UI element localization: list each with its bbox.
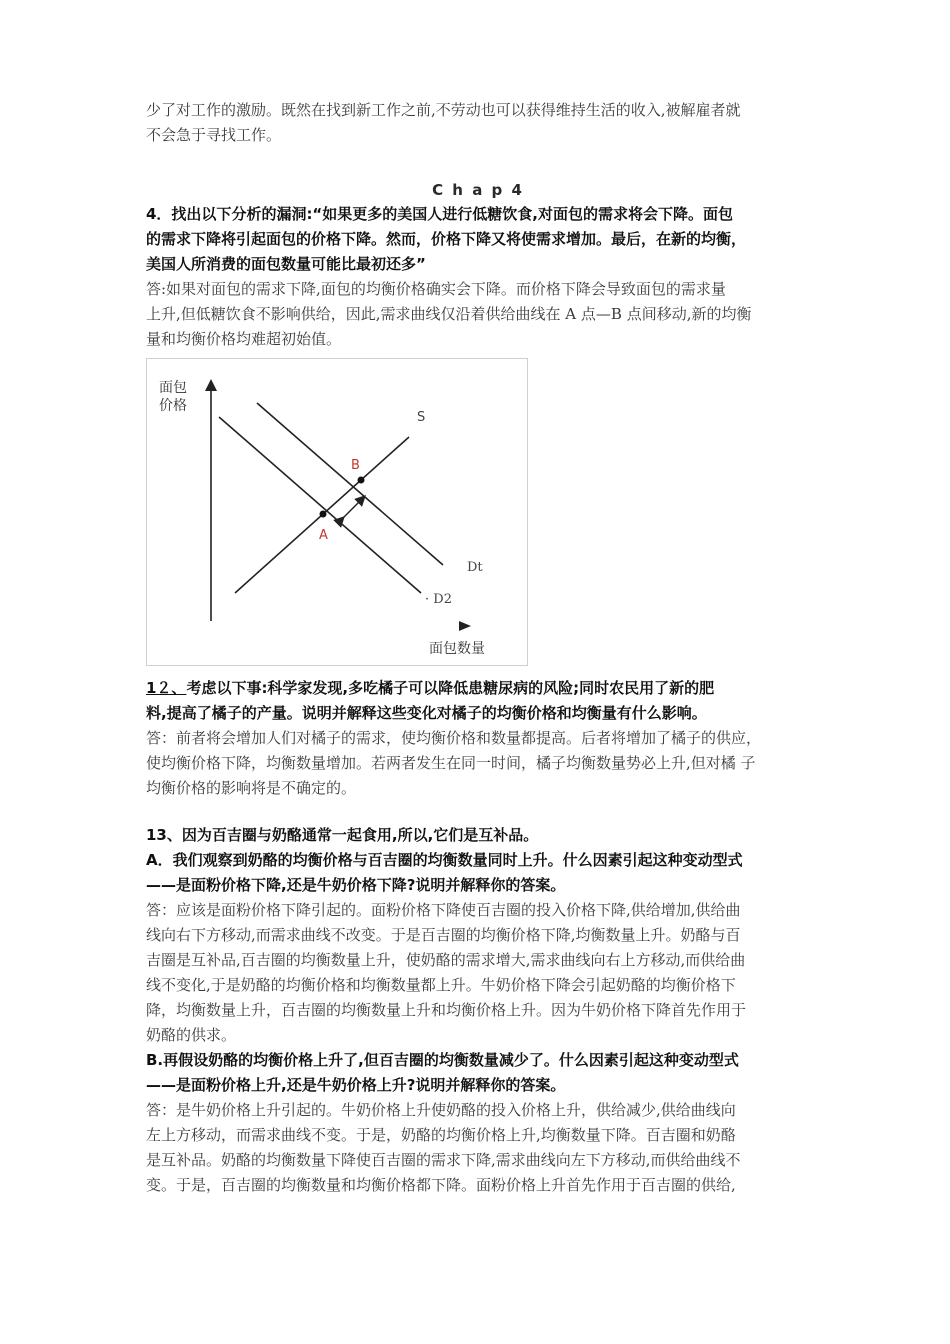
q13b-answer-line-3: 是互补品。奶酪的均衡数量下降使百吉圈的需求下降,需求曲线向左下方移动,而供给曲线不 bbox=[146, 1151, 741, 1169]
y-axis-arrow bbox=[205, 379, 217, 391]
supply-demand-figure bbox=[146, 358, 528, 666]
q13a-answer-line-5: 降，均衡数量上升，百吉圈的均衡数量上升和均衡价格上升。因为牛奶价格下降首先作用于 bbox=[146, 1001, 747, 1019]
q13a-answer-line-3: 吉圈是互补品,百吉圈的均衡数量上升，使奶酪的需求增大,需求曲线向右上方移动,而供给曲 bbox=[146, 951, 746, 969]
q13a-question-line-2: ——是面粉价格下降,还是牛奶价格下降?说明并解释你的答案。 bbox=[146, 876, 566, 894]
demand-curve-d1 bbox=[257, 403, 443, 565]
intro-line-2: 不会急于寻找工作。 bbox=[146, 126, 282, 144]
y-axis-label-2: 价格 bbox=[159, 398, 187, 414]
q12-question-line-1 bbox=[146, 676, 810, 701]
q13b-answer-line-1: 答：是牛奶价格上升引起的。牛奶价格上升使奶酪的投入价格上升，供给减少,供给曲线向 bbox=[146, 1101, 736, 1119]
q12-number: 1２、 bbox=[146, 679, 187, 697]
q13b-question-line-1: B.再假设奶酪的均衡价格上升了,但百吉圈的均衡数量减少了。什么因素引起这种变动型式 bbox=[146, 1051, 739, 1069]
supply-demand-diagram bbox=[147, 359, 529, 667]
document-page bbox=[146, 98, 810, 1198]
intro-line-1: 少了对工作的激励。既然在找到新工作之前,不劳动也可以获得维持生活的收入,被解雇者就 bbox=[146, 101, 741, 119]
q12-answer-line-3: 均衡价格的影响将是不确定的。 bbox=[146, 779, 357, 797]
q13b-answer-line-4: 变。于是，百吉圈的均衡数量和均衡价格都下降。面粉价格上升首先作用于百吉圈的供给, bbox=[146, 1176, 736, 1194]
movement-arrow bbox=[341, 499, 362, 520]
demand-label-d2: · D2 bbox=[425, 592, 452, 607]
q13a-answer-line-1: 答：应该是面粉价格下降引起的。面粉价格下降使百吉圈的投入价格下降,供给增加,供给曲 bbox=[146, 901, 741, 919]
q4-question-line-2: 的需求下降将引起面包的价格下降。然而，价格下降又将使需求增加。最后，在新的均衡， bbox=[146, 230, 747, 248]
q12-answer-line-1: 答：前者将会增加人们对橘子的需求，使均衡价格和数量都提高。后者将增加了橘子的供应， bbox=[146, 729, 762, 747]
point-a-label: A bbox=[319, 528, 328, 543]
point-a bbox=[320, 511, 327, 518]
point-b bbox=[358, 477, 365, 484]
q12-question-text: 考虑以下事:科学家发现,多吃橘子可以降低患糖尿病的风险;同时农民用了新的肥 bbox=[186, 679, 715, 697]
q4-answer-line-3: 量和均衡价格均难超初始值。 bbox=[146, 330, 342, 348]
y-axis-label-1: 面包 bbox=[159, 380, 187, 396]
x-axis-arrow bbox=[459, 621, 471, 631]
q4-question-line-1: 4．找出以下分析的漏洞:“如果更多的美国人进行低糖饮食,对面包的需求将会下降。面包 bbox=[146, 205, 733, 223]
chapter-heading: C h a p 4 bbox=[432, 181, 524, 199]
q4-answer-line-2: 上升,但低糖饮食不影响供给，因此,需求曲线仅沿着供给曲线在 A 点—B 点间移动,新的均衡 bbox=[146, 305, 752, 323]
point-b-label: B bbox=[351, 458, 360, 473]
q4-answer-line-1: 答:如果对面包的需求下降,面包的均衡价格确实会下降。而价格下降会导致面包的需求量 bbox=[146, 280, 726, 298]
q13b-question-line-2: ——是面粉价格上升,还是牛奶价格上升?说明并解释你的答案。 bbox=[146, 1076, 566, 1094]
q13a-answer-line-4: 线不变化,于是奶酪的均衡价格和均衡数量都上升。牛奶价格下降会引起奶酪的均衡价格下 bbox=[146, 976, 736, 994]
q13a-question-line-1: A．我们观察到奶酪的均衡价格与百吉圈的均衡数量同时上升。什么因素引起这种变动型式 bbox=[146, 851, 743, 869]
demand-label-d1: Dt bbox=[467, 560, 483, 575]
q13-title: 13、因为百吉圈与奶酪通常一起食用,所以,它们是互补品。 bbox=[146, 826, 539, 844]
q13a-answer-line-2: 线向右下方移动,而需求曲线不改变。于是百吉圈的均衡价格下降,均衡数量上升。奶酪与百 bbox=[146, 926, 741, 944]
supply-label: S bbox=[417, 410, 426, 425]
q13b-answer-line-2: 左上方移动，而需求曲线不变。于是，奶酪的均衡价格上升,均衡数量下降。百吉圈和奶酪 bbox=[146, 1126, 736, 1144]
q12-answer-line-2: 使均衡价格下降，均衡数量增加。若两者发生在同一时间，橘子均衡数量势必上升,但对橘 子 bbox=[146, 754, 756, 772]
demand-curve-d2 bbox=[219, 417, 421, 593]
x-axis-label: 面包数量 bbox=[429, 641, 485, 657]
q13a-answer-line-6: 奶酪的供求。 bbox=[146, 1026, 237, 1044]
q12-question-line-2: 料,提高了橘子的产量。说明并解释这些变化对橘子的均衡价格和均衡量有什么影响。 bbox=[146, 704, 707, 722]
q4-question-line-3: 美国人所消费的面包数量可能比最初还多” bbox=[146, 255, 426, 273]
